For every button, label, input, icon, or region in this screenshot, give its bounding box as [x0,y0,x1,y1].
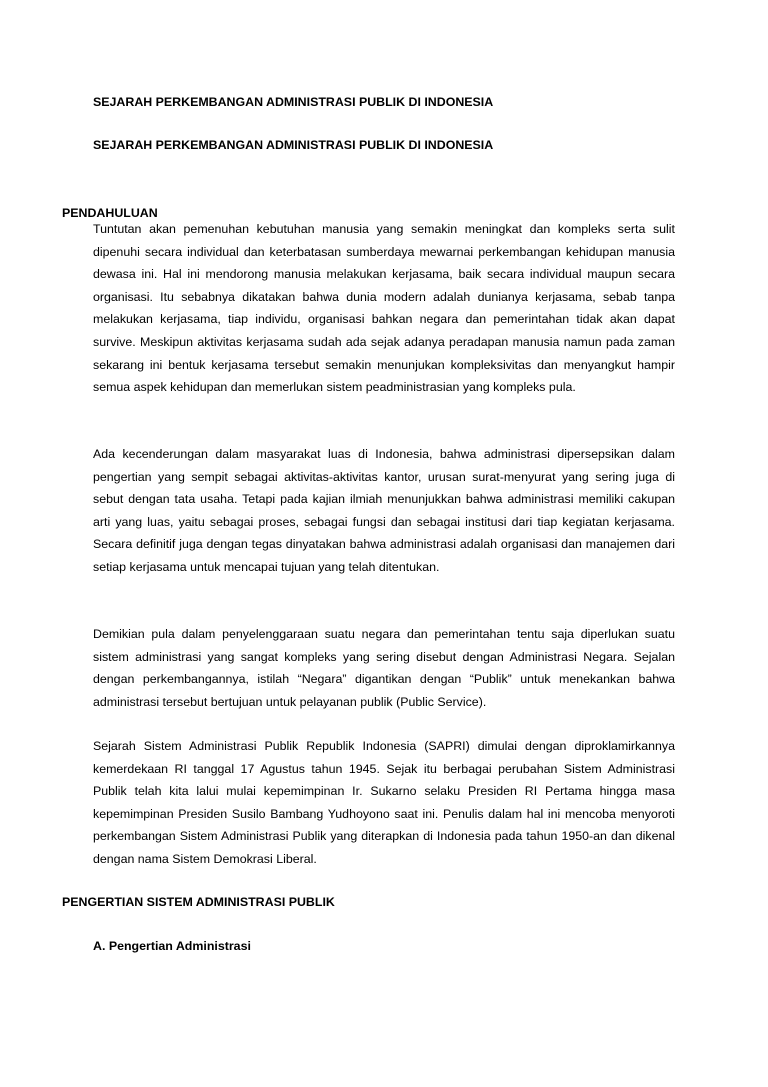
section-heading-pendahuluan: PENDAHULUAN [62,206,158,220]
paragraph: Ada kecenderungan dalam masyarakat luas di Indonesia, bahwa administrasi dipersepsikan dalam pengertian yang sempit sebagai aktivitas-aktivitas kantor, urusan surat-menyurat yang sering juga di sebut dengan tata usaha. Tetapi pada kajian ilmiah menunjukkan bahwa administrasi memiliki cakupan arti yang luas, yaitu sebagai proses, sebagai fungsi dan sebagai institusi dari tiap kegiatan kerjasama. Secara definitif juga dengan tegas dinyatakan bahwa administrasi adalah organisasi dan manajemen dari setiap kerjasama untuk mencapai tujuan yang telah ditentukan. [93,447,675,574]
document-title-repeat: SEJARAH PERKEMBANGAN ADMINISTRASI PUBLIK DI INDONESIA [93,138,494,152]
paragraph: Sejarah Sistem Administrasi Publik Republik Indonesia (SAPRI) dimulai dengan diproklamirkannya kemerdekaan RI tanggal 17 Agustus tahun 1945. Sejak itu berbagai perubahan Sistem Administrasi Publik telah kita lalui mulai kepemimpinan Ir. Sukarno selaku Presiden RI Pertama hingga masa kepemimpinan Presiden Susilo Bambang Yudhoyono saat ini. Penulis dalam hal ini mencoba menyoroti perkembangan Sistem Administrasi Publik yang diterapkan di Indonesia pada tahun 1950-an dan dikenal dengan nama Sistem Demokrasi Liberal. [93,739,675,866]
paragraph: Tuntutan akan pemenuhan kebutuhan manusia yang semakin meningkat dan kompleks serta sulit dipenuhi secara individual dan keterbatasan sumberdaya mewarnai perkembangan kehidupan manusia dewasa ini. Hal ini mendorong manusia melakukan kerjasama, baik secara individual maupun secara organisasi. Itu sebabnya dikatakan bahwa dunia modern adalah dunianya kerjasama, sebab tanpa melakukan kerjasama, tiap individu, organisasi bahkan negara dan pemerintahan tidak akan dapat survive. Meskipun aktivitas kerjasama sudah ada sejak adanya peradapan manusia namun pada zaman sekarang ini bentuk kerjasama tersebut semakin menunjukan kompleksivitas dan menyangkut hampir semua aspek kehidupan dan memerlukan sistem peadministrasian yang kompleks pula. [93,222,675,395]
section-heading-pengertian: PENGERTIAN SISTEM ADMINISTRASI PUBLIK [62,895,335,909]
document-title: SEJARAH PERKEMBANGAN ADMINISTRASI PUBLIK DI INDONESIA [93,95,494,109]
subsection-heading: A. Pengertian Administrasi [93,939,251,953]
paragraph: Demikian pula dalam penyelenggaraan suatu negara dan pemerintahan tentu saja diperlukan suatu sistem administrasi yang sangat kompleks yang sering disebut dengan Administrasi Negara. Sejalan dengan perkembangannya, istilah “Negara” digantikan dengan “Publik” untuk menekankan bahwa administrasi tersebut bertujuan untuk pelayanan publik (Public Service). [93,627,675,709]
